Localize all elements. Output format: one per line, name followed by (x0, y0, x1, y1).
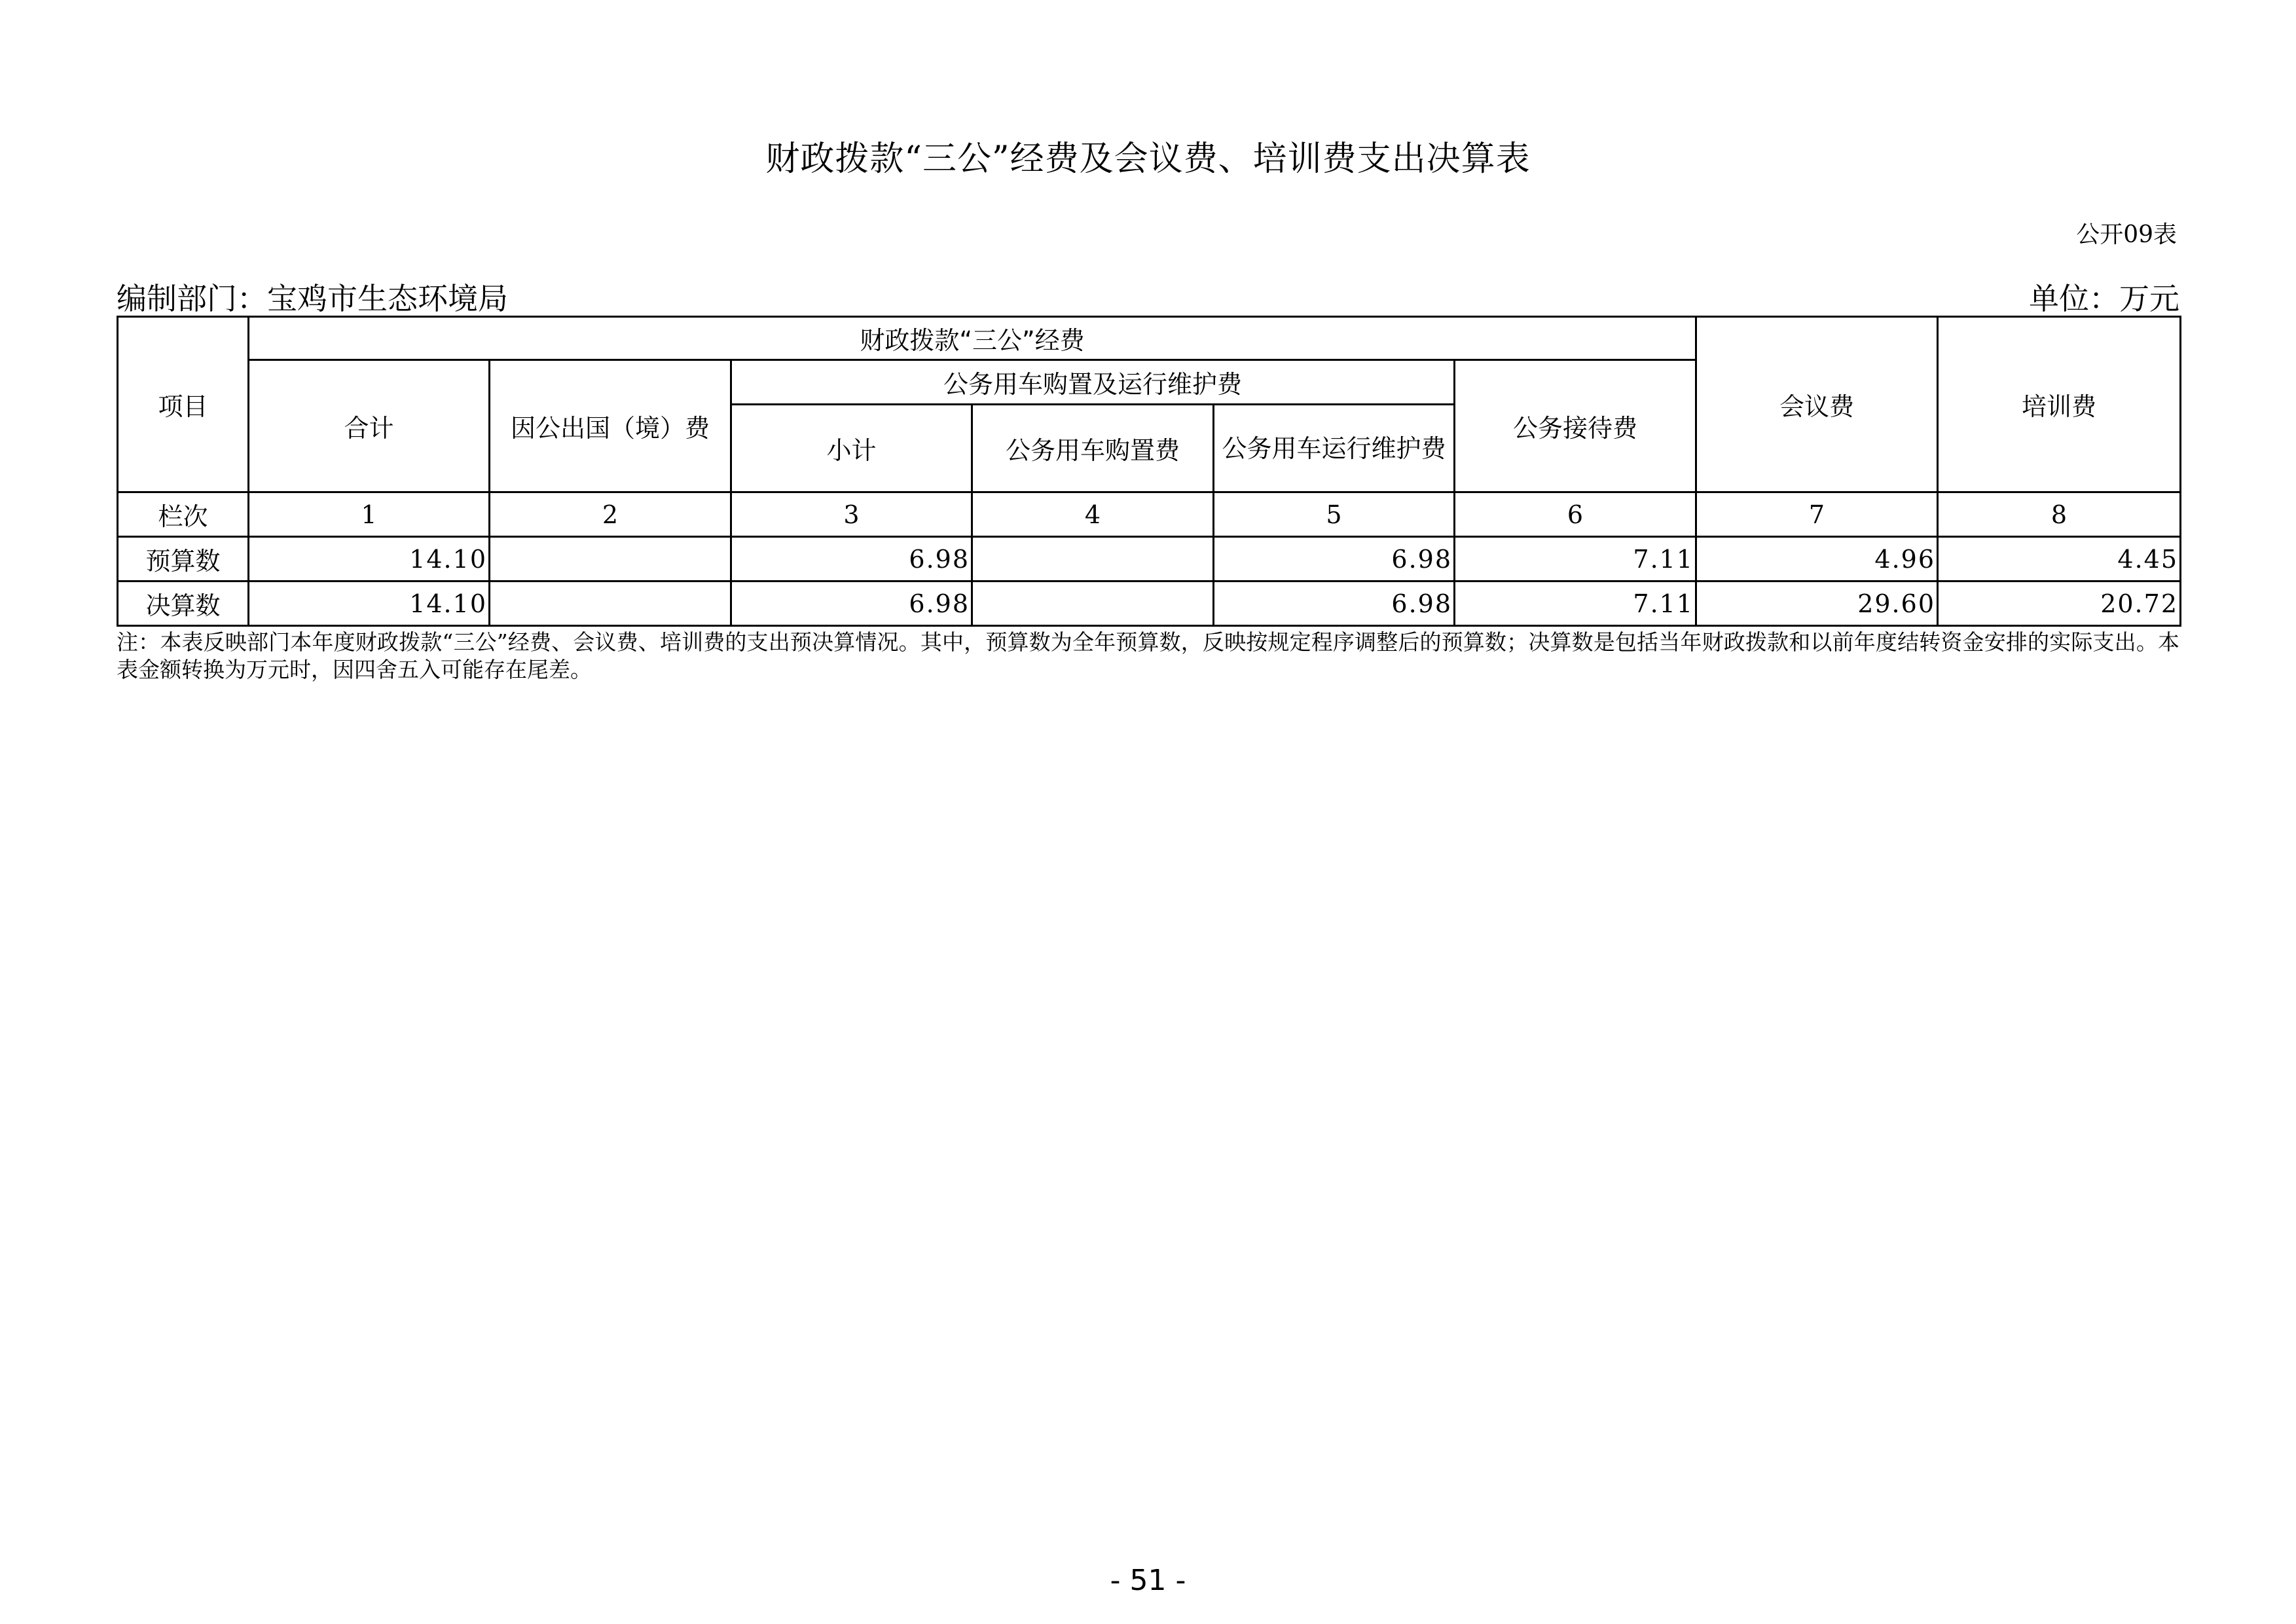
actual-reception: 7.11 (1455, 581, 1696, 626)
expenditure-table (117, 316, 2181, 627)
header-sangong-group: 财政拨款“三公”经费 (249, 317, 1696, 360)
budget-reception: 7.11 (1455, 537, 1696, 581)
column-number: 4 (972, 492, 1214, 537)
header-subtotal: 小计 (731, 405, 972, 492)
budget-meeting: 4.96 (1696, 537, 1938, 581)
column-number: 2 (490, 492, 731, 537)
actual-training: 20.72 (1938, 581, 2181, 626)
row-label-actual: 决算数 (118, 581, 249, 626)
actual-vehicle-purchase (972, 581, 1214, 626)
header-abroad: 因公出国（境）费 (490, 360, 731, 492)
budget-training: 4.45 (1938, 537, 2181, 581)
column-number-label: 栏次 (118, 492, 249, 537)
budget-abroad (490, 537, 731, 581)
header-vehicle-maintenance: 公务用车运行维护费 (1214, 405, 1455, 492)
actual-meeting: 29.60 (1696, 581, 1938, 626)
header-item: 项目 (118, 317, 249, 492)
actual-abroad (490, 581, 731, 626)
budget-total: 14.10 (249, 537, 490, 581)
column-number: 3 (731, 492, 972, 537)
budget-vehicle-subtotal: 6.98 (731, 537, 972, 581)
column-number: 7 (1696, 492, 1938, 537)
header-meeting: 会议费 (1696, 317, 1938, 492)
page-title: 财政拨款“三公”经费及会议费、培训费支出决算表 (765, 139, 1531, 179)
row-label-budget: 预算数 (118, 537, 249, 581)
column-number: 5 (1214, 492, 1455, 537)
column-number: 1 (249, 492, 490, 537)
table-row-budget (118, 537, 2181, 581)
budget-vehicle-maintenance: 6.98 (1214, 537, 1455, 581)
header-training: 培训费 (1938, 317, 2181, 492)
page-number: - 51 - (1110, 1564, 1186, 1597)
table-note: 注：本表反映部门本年度财政拨款“三公”经费、会议费、培训费的支出预决算情况。其中，预算数为全年预算数，反映按规定程序调整后的预算数；决算数是包括当年财政拨款和以前年度结转资金安排的实际支出。本表金额转换为万元时，因四舍五入可能存在尾差。 (117, 629, 2179, 682)
header-vehicle-purchase: 公务用车购置费 (972, 405, 1214, 492)
actual-vehicle-subtotal: 6.98 (731, 581, 972, 626)
header-vehicle-group: 公务用车购置及运行维护费 (731, 360, 1455, 405)
header-total: 合计 (249, 360, 490, 492)
header-reception: 公务接待费 (1455, 360, 1696, 492)
column-number: 6 (1455, 492, 1696, 537)
budget-vehicle-purchase (972, 537, 1214, 581)
actual-total: 14.10 (249, 581, 490, 626)
department-label: 编制部门：宝鸡市生态环境局 (117, 281, 508, 316)
form-number: 公开09表 (2076, 221, 2177, 248)
unit-label: 单位：万元 (2029, 281, 2179, 316)
column-number: 8 (1938, 492, 2181, 537)
table-row-actual (118, 581, 2181, 626)
actual-vehicle-maintenance: 6.98 (1214, 581, 1455, 626)
